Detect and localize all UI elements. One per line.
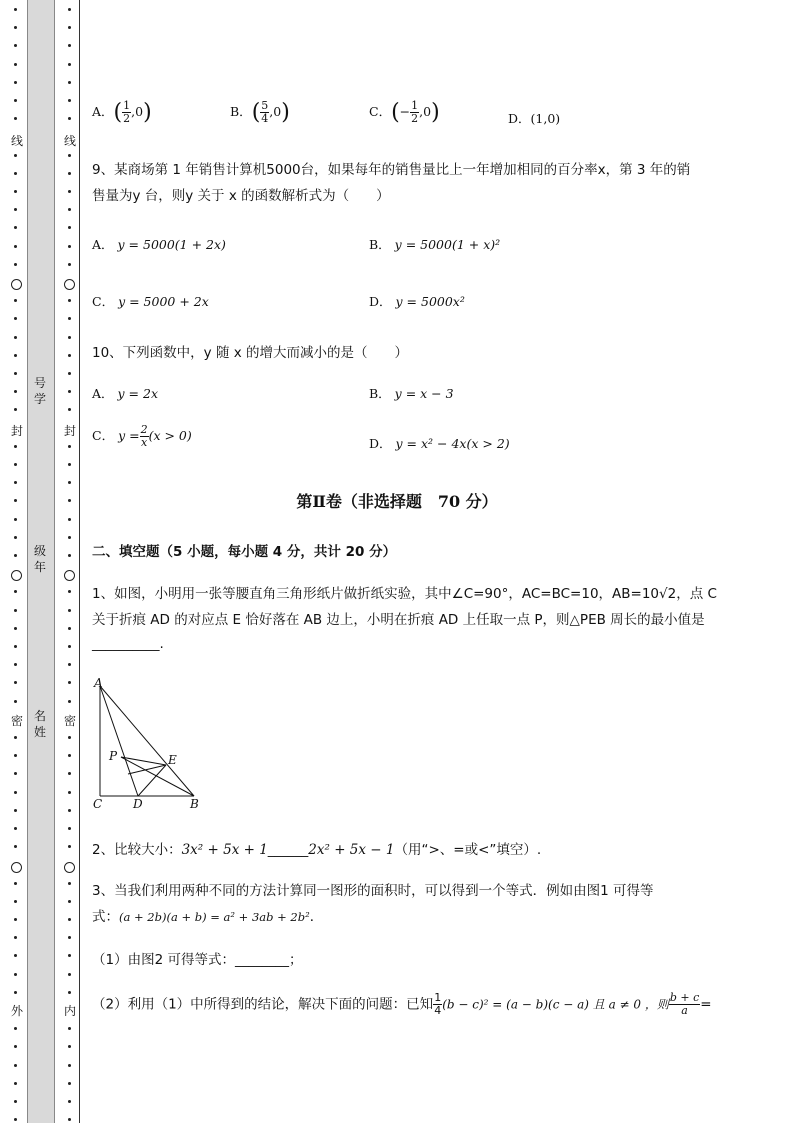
binding-dot xyxy=(14,900,17,903)
binding-dot xyxy=(68,81,71,84)
binding-dot xyxy=(14,63,17,66)
binding-dot xyxy=(14,390,17,393)
binding-dot xyxy=(68,681,71,684)
binding-dot xyxy=(68,317,71,320)
inner-circle-2 xyxy=(64,570,75,581)
outer-circle-1 xyxy=(11,279,22,290)
inner-mark-xian: 线 xyxy=(63,134,76,148)
binding-dot xyxy=(14,317,17,320)
inner-mark-mi: 密 xyxy=(63,714,76,728)
binding-dot xyxy=(14,536,17,539)
binding-dot xyxy=(14,1027,17,1030)
binding-dot xyxy=(14,827,17,830)
binding-dot xyxy=(14,245,17,248)
binding-dot xyxy=(68,245,71,248)
fill-question-2: 2、比较大小：3x² + 5x + 1______2x² + 5x − 1（用“>、=或<”填空）. xyxy=(92,842,542,858)
binding-dot xyxy=(14,772,17,775)
q10-option-b: B． y = x − 3 xyxy=(369,386,454,401)
point-d-label: D xyxy=(133,797,143,811)
binding-dot xyxy=(14,1045,17,1048)
binding-dot xyxy=(14,1118,17,1121)
binding-dot xyxy=(68,809,71,812)
binding-dot xyxy=(14,918,17,921)
binding-dot xyxy=(14,663,17,666)
outer-mark-feng: 封 xyxy=(10,424,23,438)
binding-dot xyxy=(68,936,71,939)
inner-circle-3 xyxy=(64,862,75,873)
binding-dot xyxy=(14,609,17,612)
binding-dot xyxy=(14,1082,17,1085)
binding-dot xyxy=(14,700,17,703)
binding-dot xyxy=(14,117,17,120)
binding-dot xyxy=(68,609,71,612)
binding-dot xyxy=(68,372,71,375)
binding-dot xyxy=(14,736,17,739)
binding-dot xyxy=(68,8,71,11)
binding-dot xyxy=(68,208,71,211)
binding-dot xyxy=(68,190,71,193)
name-label: 名姓 xyxy=(33,709,46,739)
binding-dot xyxy=(68,991,71,994)
fill1-blank: __________. xyxy=(92,636,164,652)
binding-dot xyxy=(68,918,71,921)
binding-dot xyxy=(68,536,71,539)
fill1-line1: 1、如图，小明用一张等腰直角三角形纸片做折纸实验，其中∠C=90°，AC=BC=10，AB=10√2，点 C xyxy=(92,586,717,602)
binding-dot xyxy=(68,663,71,666)
margin-border-line xyxy=(79,0,80,1123)
binding-dot xyxy=(14,481,17,484)
binding-dot xyxy=(68,954,71,957)
binding-dot xyxy=(68,463,71,466)
binding-dot xyxy=(68,845,71,848)
binding-dot xyxy=(14,936,17,939)
binding-dot xyxy=(68,772,71,775)
q9-option-d: D． y = 5000x² xyxy=(369,294,465,309)
binding-dot xyxy=(14,172,17,175)
binding-dot xyxy=(14,463,17,466)
binding-dot xyxy=(68,408,71,411)
inner-mark-feng: 封 xyxy=(63,424,76,438)
q10-option-a: A． y = 2x xyxy=(92,386,159,401)
inner-circle-1 xyxy=(64,279,75,290)
q9-stem-line1: 9、某商场第 1 年销售计算机5000台，如果每年的销售量比上一年增加相同的百分率x，第 3 年的销 xyxy=(92,162,691,178)
q10-stem: 10、下列函数中，y 随 x 的增大而减小的是（ ） xyxy=(92,345,409,361)
binding-dot xyxy=(14,408,17,411)
binding-dot xyxy=(14,208,17,211)
binding-dot xyxy=(14,991,17,994)
binding-dot xyxy=(68,154,71,157)
segment-ad xyxy=(100,686,138,796)
binding-dot xyxy=(68,882,71,885)
binding-dot xyxy=(68,1100,71,1103)
binding-dot xyxy=(14,299,17,302)
binding-dot xyxy=(68,99,71,102)
outer-mark-xian: 线 xyxy=(10,134,23,148)
binding-dot xyxy=(68,1118,71,1121)
binding-dot xyxy=(68,354,71,357)
binding-dot xyxy=(14,445,17,448)
binding-dot xyxy=(68,44,71,47)
q9-option-a: A． y = 5000(1 + 2x) xyxy=(92,237,226,252)
segment-ab xyxy=(100,686,194,796)
fill3-line2: 式：(a + 2b)(a + b) = a² + 3ab + 2b²． xyxy=(92,909,324,925)
binding-dot xyxy=(14,645,17,648)
outer-mark-wai: 外 xyxy=(10,1004,23,1018)
binding-dot xyxy=(68,1027,71,1030)
binding-dot xyxy=(14,226,17,229)
binding-dot xyxy=(68,63,71,66)
binding-dot xyxy=(68,554,71,557)
binding-dot xyxy=(14,809,17,812)
binding-dot xyxy=(14,681,17,684)
binding-dot xyxy=(68,26,71,29)
binding-dot xyxy=(68,791,71,794)
binding-dot xyxy=(14,372,17,375)
binding-dot xyxy=(68,1064,71,1067)
outer-circle-2 xyxy=(11,570,22,581)
student-number-label: 号学 xyxy=(33,376,46,406)
binding-dot xyxy=(14,99,17,102)
binding-dot xyxy=(14,754,17,757)
binding-dot xyxy=(68,590,71,593)
outer-circle-3 xyxy=(11,862,22,873)
binding-dot xyxy=(68,645,71,648)
binding-dot xyxy=(14,518,17,521)
q8-option-b: B．( $\frac{5}{4}$ ,0) xyxy=(230,99,290,125)
binding-dot xyxy=(68,336,71,339)
binding-dot xyxy=(68,900,71,903)
binding-dot xyxy=(68,973,71,976)
binding-dot xyxy=(14,154,17,157)
binding-dot xyxy=(68,1082,71,1085)
binding-dot xyxy=(14,1064,17,1067)
binding-dot xyxy=(14,1100,17,1103)
binding-dot xyxy=(14,554,17,557)
binding-dot xyxy=(68,627,71,630)
binding-dot xyxy=(14,791,17,794)
fill1-line2: 关于折痕 AD 的对应点 E 恰好落在 AB 边上，小明在折痕 AD 上任取一点 P，则△PEB 周长的最小值是 xyxy=(92,612,705,628)
q9-option-b: B． y = 5000(1 + x)² xyxy=(369,237,501,252)
binding-dot xyxy=(14,845,17,848)
binding-dot xyxy=(14,44,17,47)
binding-dot xyxy=(68,754,71,757)
binding-dot xyxy=(68,518,71,521)
section-2-title: 二、填空题（5 小题，每小题 4 分，共计 20 分） xyxy=(92,544,397,560)
binding-dot xyxy=(14,190,17,193)
binding-dot xyxy=(14,336,17,339)
binding-dot xyxy=(14,8,17,11)
binding-dot xyxy=(14,627,17,630)
binding-dot xyxy=(68,263,71,266)
binding-dot xyxy=(68,117,71,120)
binding-dot xyxy=(14,26,17,29)
binding-dot xyxy=(68,736,71,739)
binding-dot xyxy=(68,299,71,302)
binding-dot xyxy=(68,700,71,703)
q8-option-a: A．( $\frac{1}{2}$ ,0) xyxy=(92,99,152,125)
binding-dot xyxy=(68,172,71,175)
triangle-figure xyxy=(88,672,208,812)
q8-option-d: D．(1,0) xyxy=(508,111,561,126)
fill3-line1: 3、当我们利用两种不同的方法计算同一图形的面积时，可以得到一个等式．例如由图1 可得等 xyxy=(92,883,654,899)
q10-option-d: D． y = x² − 4x(x > 2) xyxy=(369,436,510,451)
binding-dot xyxy=(14,954,17,957)
fill3-sub2: （2）利用（1）中所得到的结论，解决下面的问题：已知 $\frac{1}{4}$ (b − c)² = (a − b)(c − a) 且 a ≠ 0 ，则 $\frac{b + c}{a}$ = xyxy=(92,991,712,1017)
segment-inner xyxy=(128,765,166,774)
binding-dot xyxy=(68,827,71,830)
part-2-title: 第Ⅱ卷（非选择题 70 分） xyxy=(296,492,498,511)
binding-dot xyxy=(68,226,71,229)
binding-dot xyxy=(68,390,71,393)
q10-option-c: C． y = $\frac{2}{x}$ (x > 0) xyxy=(92,423,192,449)
point-e-label: E xyxy=(168,753,177,767)
fill3-sub1: （1）由图2 可得等式：________； xyxy=(92,952,303,968)
segment-de xyxy=(138,765,166,796)
point-c-label: C xyxy=(93,797,103,811)
point-a-label: A xyxy=(94,676,103,690)
point-b-label: B xyxy=(190,797,199,811)
grade-label: 级年 xyxy=(33,544,46,574)
q9-option-c: C． y = 5000 + 2x xyxy=(92,294,209,309)
binding-dot xyxy=(14,354,17,357)
q9-stem-line2: 售量为y 台，则y 关于 x 的函数解析式为（ ） xyxy=(92,188,390,204)
binding-dot xyxy=(68,1045,71,1048)
binding-dot xyxy=(14,882,17,885)
inner-mark-nei: 内 xyxy=(63,1004,76,1018)
binding-dot xyxy=(14,590,17,593)
segment-pb xyxy=(121,757,194,796)
outer-mark-mi: 密 xyxy=(10,714,23,728)
binding-dot xyxy=(14,973,17,976)
q8-option-c: C．(− $\frac{1}{2}$ ,0) xyxy=(369,99,440,125)
binding-dot xyxy=(68,481,71,484)
binding-dot xyxy=(14,263,17,266)
binding-dot xyxy=(68,445,71,448)
binding-dot xyxy=(14,81,17,84)
point-p-label: P xyxy=(109,749,118,763)
